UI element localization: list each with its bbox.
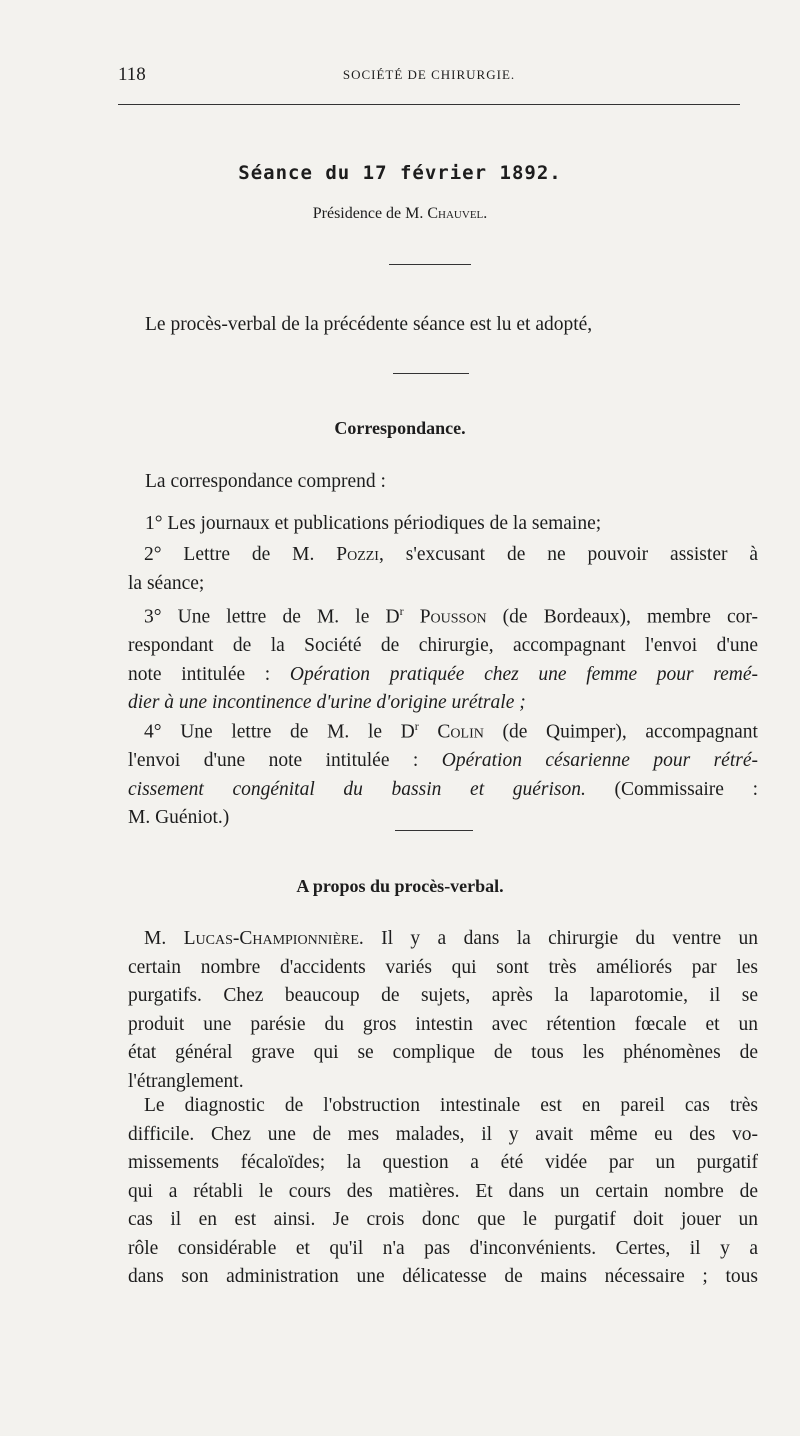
page-number: 118: [118, 64, 146, 85]
minutes-statement: Le procès-verbal de la précédente séance est lu et adopté,: [145, 314, 593, 335]
text-line: 4° Une lettre de M. le $D^r$ Colin (de Quimper), accompagnant: [144, 719, 758, 743]
presidence-prefix: Présidence de M.: [312, 205, 428, 222]
text-line: 3° Une lettre de M. le $D^r$ Pousson (de Bordeaux), membre cor-: [144, 604, 759, 628]
text-line: l'envoi d'une note intitulée : Opération césarienne pour rétré-: [128, 750, 758, 771]
correspondance-heading: Correspondance.: [334, 418, 466, 438]
text-line: rôle considérable et qu'il n'a pas d'inconvénients. Certes, il y a: [128, 1237, 758, 1259]
header-rule: [118, 104, 740, 105]
text-line: la séance;: [128, 572, 205, 594]
paragraph-diagnostic: [128, 1092, 758, 1292]
text-line: respondant de la Société de chirurgie, accompagnant l'envoi d'une: [128, 635, 758, 656]
text-line: qui a rétabli le cours des matières. Et dans un certain nombre de: [128, 1180, 758, 1202]
running-head: [118, 64, 740, 90]
text-line: certain nombre d'accidents variés qui sont très améliorés par les: [128, 956, 758, 978]
proces-verbal-heading: A propos du procès-verbal.: [296, 876, 504, 896]
running-title: SOCIÉTÉ DE CHIRURGIE.: [342, 67, 516, 82]
text-line: Le diagnostic de l'obstruction intestinale est en pareil cas très: [144, 1095, 758, 1116]
text-line: produit une parésie du gros intestin avec rétention fœcale et un: [128, 1013, 758, 1035]
text-line: dier à une incontinence d'urine d'origine urétrale ;: [128, 692, 526, 713]
section-divider: [393, 373, 469, 374]
correspondance-item-2: [128, 541, 758, 598]
text-line: purgatifs. Chez beaucoup de sujets, après la laparotomie, il se: [128, 985, 758, 1006]
correspondance-intro: La correspondance comprend :: [145, 471, 386, 492]
text-line: missements fécaloïdes; la question a été vidée par un purgatif: [128, 1152, 758, 1173]
section-divider: [389, 264, 471, 265]
text-line: cissement congénital du bassin et guérison. (Commissaire :: [128, 778, 758, 800]
session-title: Séance du 17 février 1892.: [238, 162, 562, 184]
text-line: M. Guéniot.): [128, 807, 230, 828]
text-line: note intitulée : Opération pratiquée chez une femme pour remé-: [128, 663, 759, 685]
presidence-suffix: .: [483, 205, 488, 222]
correspondance-item-3: [128, 597, 758, 718]
paragraph-lucas-championniere: [128, 925, 758, 1096]
presidence-line: [0, 205, 800, 223]
section-divider: [395, 830, 473, 831]
text-line: difficile. Chez une de mes malades, il y avait même eu des vo-: [128, 1123, 758, 1145]
text-line: dans son administration une délicatesse de mains nécessaire ; tous: [128, 1266, 758, 1287]
text-line: 2° Lettre de M. Pozzi, s'excusant de ne pouvoir assister à: [144, 544, 759, 565]
president-name: Chauvel: [427, 205, 484, 222]
text-line: M. Lucas-Championnière. Il y a dans la chirurgie du ventre un: [144, 928, 758, 949]
text-line: cas il en est ainsi. Je crois donc que le purgatif doit jouer un: [128, 1209, 758, 1230]
correspondance-item-4: [128, 712, 758, 833]
text-line: état général grave qui se complique de tous les phénomènes de: [128, 1042, 758, 1063]
text-line: l'étranglement.: [128, 1070, 244, 1092]
correspondance-item-1: 1° Les journaux et publications périodiques de la semaine;: [145, 513, 602, 534]
